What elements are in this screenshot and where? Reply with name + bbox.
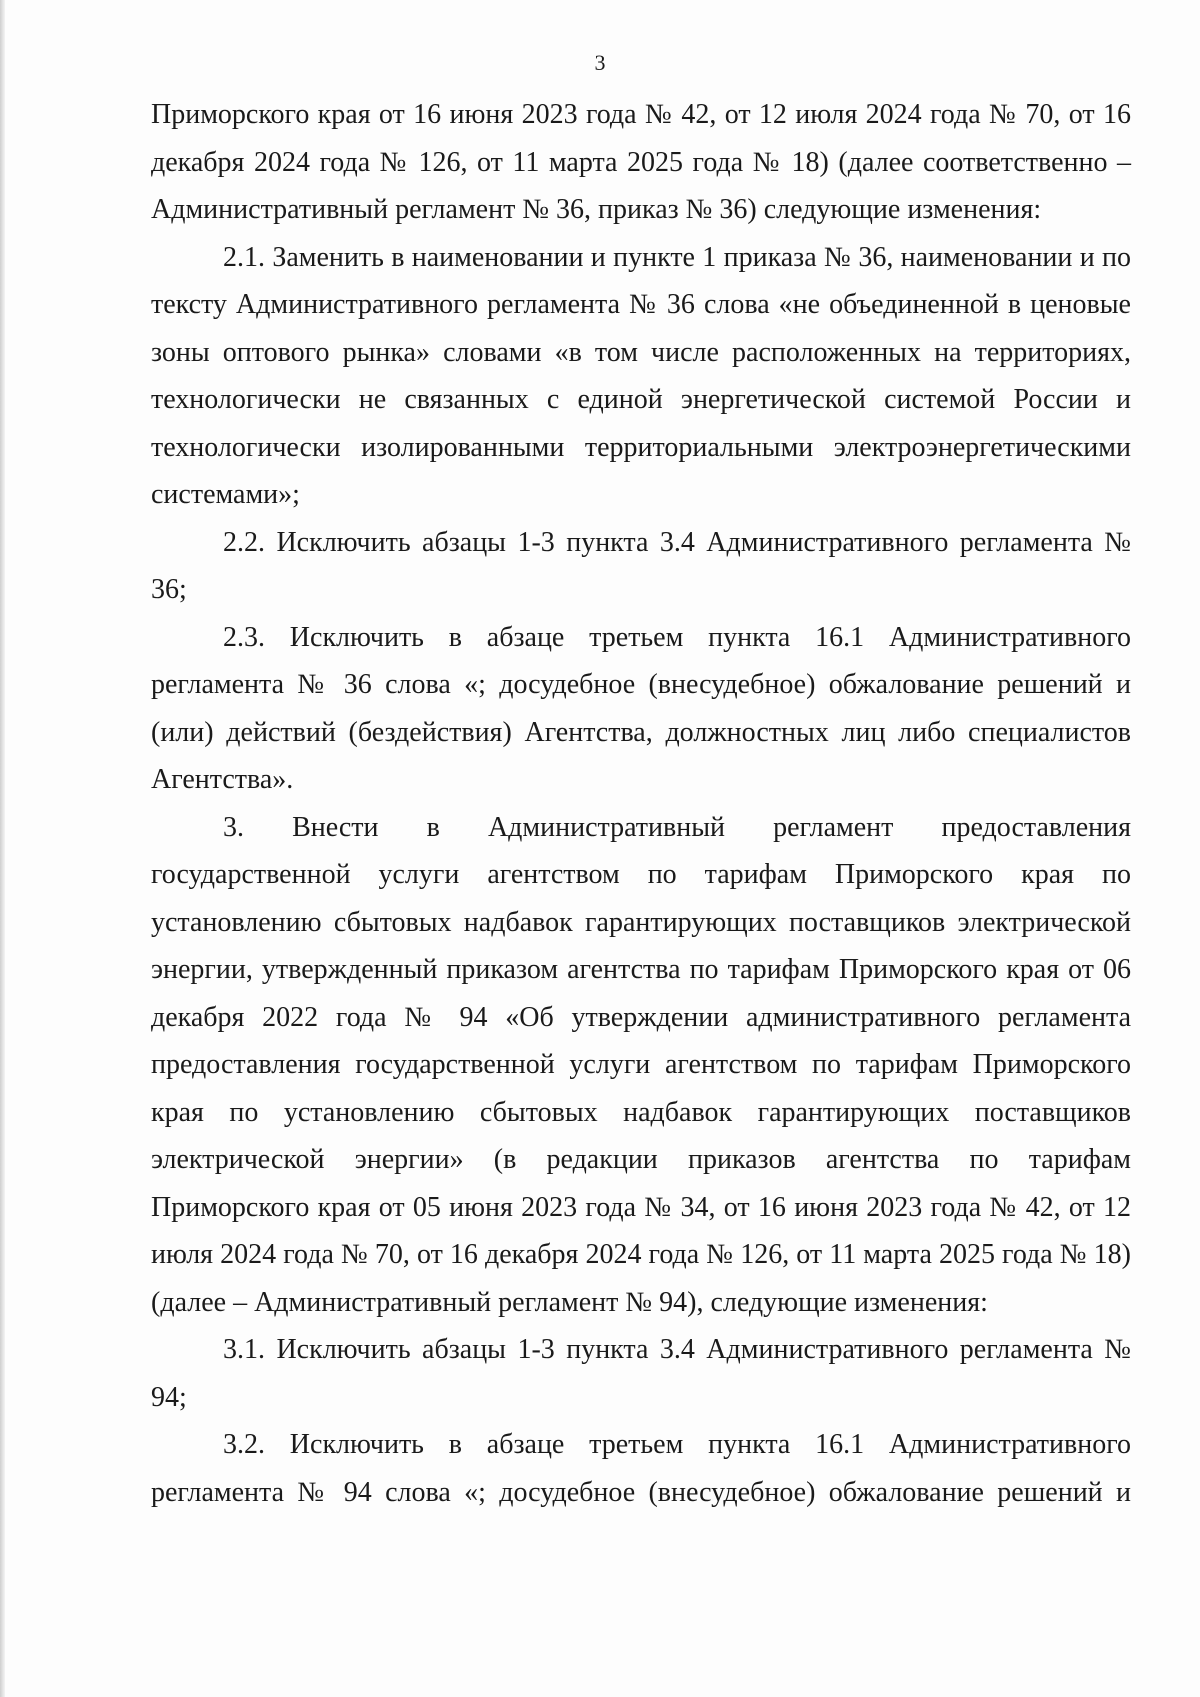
paragraph-continuation: Приморского края от 16 июня 2023 года № 42, от 12 июля 2024 года № 70, от 16 декабря 2024 года № 126, от 11 марта 2025 года № 18) (далее соответственно – Административный регламент № 36, приказ № 36) следующие изменения: bbox=[151, 99, 1131, 225]
paragraph-3: 3. Внести в Административный регламент предоставления государственной услуги агентством по тарифам Приморского края по установлению сбытовых надбавок гарантирующих поставщиков электрической энергии, утвержденный приказом агентства по тарифам Приморского края от 06 декабря 2022 года № 94 «Об утверждении административного регламента предоставления государственной услуги агентством по тарифам Приморского края по установлению сбытовых надбавок гарантирующих поставщиков электрической энергии» (в редакции приказов агентства по тарифам Приморского края от 05 июня 2023 года № 34, от 16 июня 2023 года № 42, от 12 июля 2024 года № 70, от 16 декабря 2024 года № 126, от 11 марта 2025 года № 18) (далее – Административный регламент № 94), следующие изменения: bbox=[151, 811, 1131, 1318]
page-number: 3 bbox=[594, 50, 606, 75]
paragraph-2-1: 2.1. Заменить в наименовании и пункте 1 приказа № 36, наименовании и по тексту Административного регламента № 36 слова «не объединенной в ценовые зоны оптового рынка» словами «в том числе расположенных на территориях, технологически не связанных с единой энергетической системой России и технологически изолированными территориальными электроэнергетическими системами»; bbox=[151, 241, 1131, 510]
page-edge-shadow bbox=[0, 0, 5, 1697]
document-body bbox=[151, 91, 1131, 1516]
paragraph-3-1: 3.1. Исключить абзацы 1-3 пункта 3.4 Административного регламента № 94; bbox=[151, 1334, 1131, 1413]
paragraph-2-2: 2.2. Исключить абзацы 1-3 пункта 3.4 Административного регламента № 36; bbox=[151, 526, 1131, 605]
paragraph-3-2: 3.2. Исключить в абзаце третьем пункта 16.1 Административного регламента № 94 слова «; досудебное (внесудебное) обжалование решений и bbox=[151, 1429, 1131, 1508]
paragraph-2-3: 2.3. Исключить в абзаце третьем пункта 16.1 Административного регламента № 36 слова «; досудебное (внесудебное) обжалование решений и (или) действий (бездействия) Агентства, должностных лиц либо специалистов Агентства». bbox=[151, 621, 1131, 795]
